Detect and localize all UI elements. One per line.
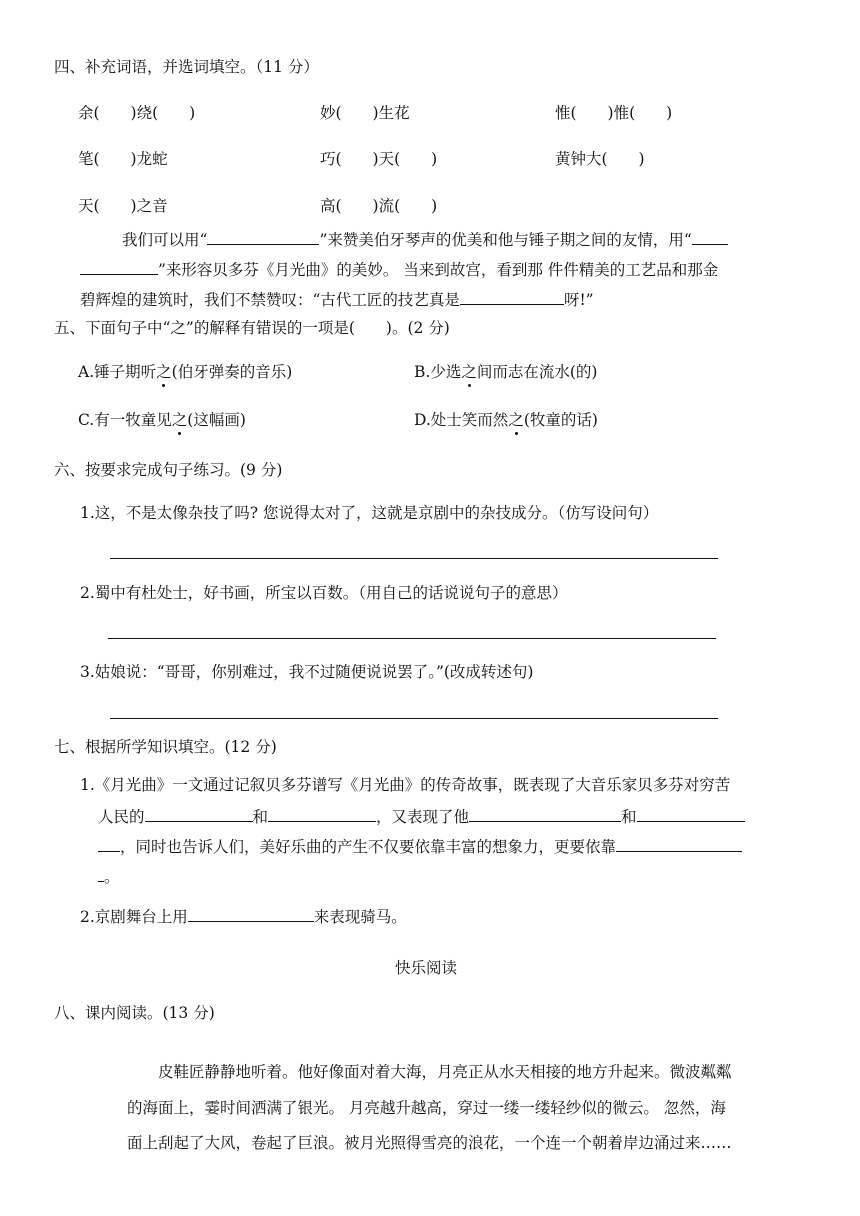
section-7-title: 七、根据所学知识填空。(12 分) [54,738,277,756]
answer-blank[interactable] [188,905,314,922]
idiom-3: 惟( )惟( ) [555,104,673,122]
section-4-title: 四、补充词语，并选词填空。（11 分） [54,58,319,76]
option-c[interactable]: C.有一牧童见之(这幅画) [78,411,246,429]
fill-text: 碧辉煌的建筑时，我们不禁赞叹：“古代工匠的技艺真是 [80,291,460,309]
answer-blank[interactable] [145,805,253,822]
question-3: 3.姑娘说：“哥哥，你别难过，我不过随便说说罢了。”(改成转述句) [80,663,534,681]
fill-paragraph-line-1 [122,228,728,250]
answer-blank[interactable] [616,835,742,852]
answer-blank[interactable] [460,288,564,305]
idiom-5: 巧( )天( ) [320,150,438,168]
answer-line-1[interactable] [110,558,718,559]
answer-blank[interactable] [80,258,158,275]
idiom-6: 黄钟大( ) [555,150,645,168]
fill-line-5: 2.京剧舞台上用 来表现骑马。 [80,905,407,927]
fill-text: 我们可以用“ [122,231,208,249]
answer-blank[interactable] [207,228,319,245]
emphasis-char: 之 [156,363,172,381]
answer-blank[interactable] [692,228,728,245]
answer-line-3[interactable] [110,718,718,719]
section-8-title: 八、课内阅读。(13 分) [54,1004,215,1022]
answer-line-2[interactable] [108,638,716,639]
passage-line-1: 皮鞋匠静静地听着。他好像面对着大海，月亮正从水天相接的地方升起来。微波粼粼 [158,1063,732,1081]
fill-paragraph-line-2 [80,258,718,280]
idiom-2: 妙( )生花 [320,104,410,122]
idiom-8: 高( )流( ) [320,197,438,215]
fill-line-3: ，同时也告诉人们，美好乐曲的产生不仅要依靠丰富的想象力，更要依靠 [98,835,742,857]
passage-line-3: 面上刮起了大风，卷起了巨浪。被月光照得雪亮的浪花，一个连一个朝着岸边涌过来…… [127,1134,732,1152]
reading-heading: 快乐阅读 [395,959,458,977]
section-6-title: 六、按要求完成句子练习。(9 分) [54,461,283,479]
fill-text: ”来赞美伯牙琴声的优美和他与锤子期之间的友情，用“ [319,231,692,249]
option-b[interactable]: B.少选之间而志在流水(的) [414,363,598,381]
question-1: 1.这，不是太像杂技了吗? 您说得太对了，这就是京剧中的杂技成分。（仿写设问句） [80,504,659,522]
fill-text: ”来形容贝多芬《月光曲》的美妙。 当来到故宫，看到那 件件精美的工艺品和那金 [158,261,719,279]
idiom-1: 余( )绕( ) [78,104,196,122]
answer-blank[interactable] [268,805,376,822]
section-5-title: 五、下面句子中“之”的解释有错误的一项是( )。(2 分) [54,319,450,337]
fill-line-4: 。 [98,865,120,887]
question-2: 2.蜀中有杜处士，好书画，所宝以百数。（用自己的话说说句子的意思） [80,584,568,602]
emphasis-char: 之 [461,363,477,381]
fill-line-1: 1.《月光曲》一文通过记叙贝多芬谱写《月光曲》的传奇故事，既表现了大音乐家贝多芬对穷苦 [80,776,731,794]
idiom-4: 笔( )龙蛇 [78,150,168,168]
option-d[interactable]: D.处士笑而然之(牧童的话) [414,411,598,429]
emphasis-char: 之 [171,411,188,429]
fill-paragraph-line-3 [80,288,594,310]
passage-line-2: 的海面上，霎时间洒满了银光。 月亮越升越高，穿过一缕一缕轻纱似的微云。 忽然，海 [127,1099,726,1117]
emphasis-char: 之 [508,411,524,429]
idiom-7: 天( )之音 [78,197,168,215]
answer-blank[interactable] [637,805,745,822]
fill-text: 呀!” [563,291,594,309]
option-a[interactable]: A.锤子期听之(伯牙弹奏的音乐) [78,363,293,381]
answer-blank[interactable] [98,835,120,852]
answer-blank[interactable] [469,805,621,822]
fill-line-2: 人民的 和 ，又表现了他 和 [98,805,745,827]
